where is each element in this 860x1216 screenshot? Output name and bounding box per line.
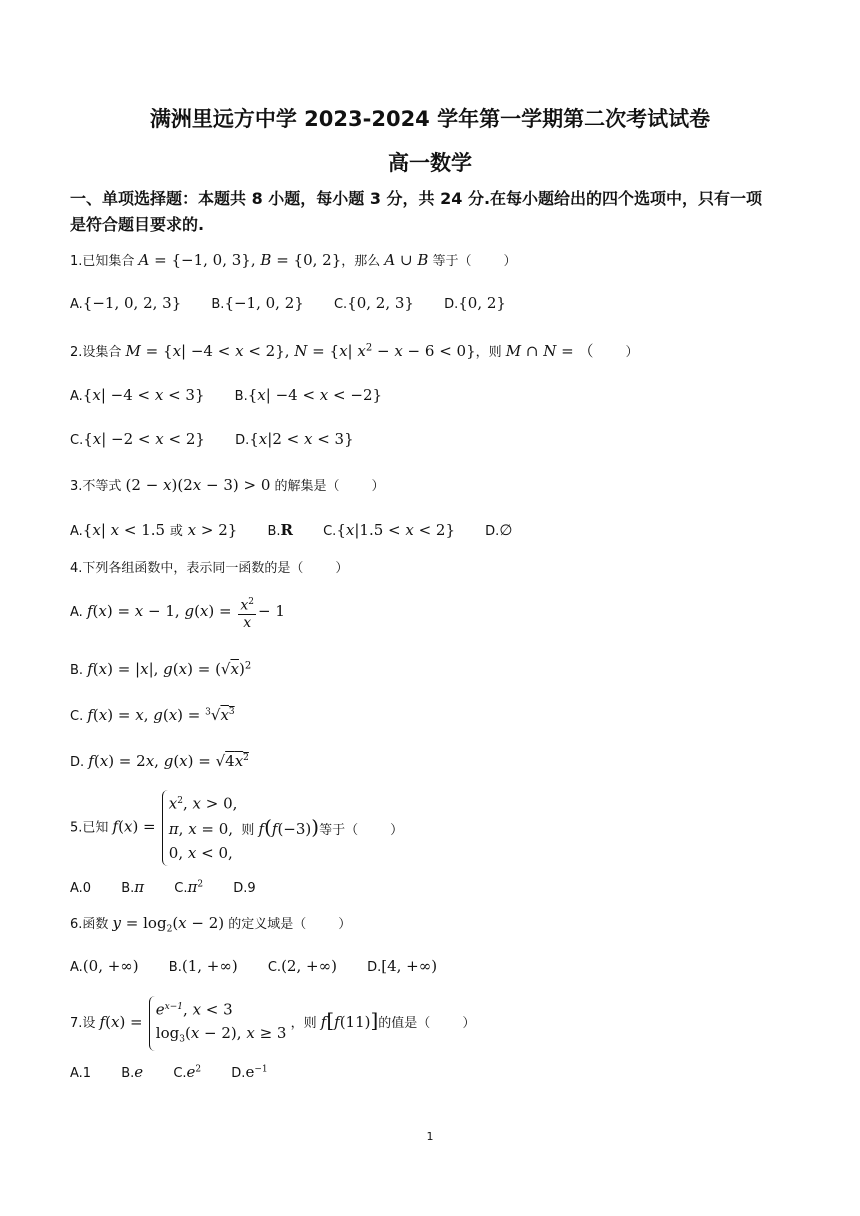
question-4-option-a: A. f(x) = x − 1, g(x) = $\frac{x^2}{x}$ − 1 bbox=[70, 594, 285, 631]
question-6-options: A.(0, +∞) B.(1, +∞) C.(2, +∞) D.[4, +∞) bbox=[70, 957, 438, 975]
question-4-option-b: B. f(x) = |x|, $g(x) = (√x)^2$ bbox=[70, 660, 252, 678]
question-2-options-cd: C.{x| −2 < x < 2} D.{x|2 < x < 3} bbox=[70, 430, 354, 448]
question-7: 7.设 f(x) = $e^{x-1}$, x < 3 $\log_3(x - 2)$, x ≥ 3 ，则 f[f(11)]的值是（ ） bbox=[70, 996, 475, 1051]
question-4-option-d: D. f(x) = 2x, $g(x) = √4x^2$ bbox=[70, 752, 249, 770]
question-3: 3.不等式 (2 − x)(2x − 3) > 0 的解集是（ ） bbox=[70, 476, 385, 494]
exam-subject: 高一数学 bbox=[388, 151, 472, 175]
question-2: 2.设集合 M = {x| −4 < x < 2}, N = {x| $x^2 - x - 6 < 0$}，则 M ∩ N = （ ） bbox=[70, 342, 639, 360]
exam-title: 满洲里远方中学 2023-2024 学年第一学期第二次考试试卷 bbox=[149, 107, 711, 131]
question-3-options: A.{x| x < 1.5 或 x > 2} B.R C.{x|1.5 < x < 2} D.∅ bbox=[70, 521, 513, 539]
question-4: 4.下列各组函数中，表示同一函数的是（ ） bbox=[70, 561, 349, 576]
piecewise-function-5: $x^2$, x > 0, π, x = 0, 则 f(f(−3))等于（ ） 0, x < 0, bbox=[162, 790, 403, 866]
section-heading-line1: 一、单项选择题：本题共 8 小题，每小题 3 分，共 24 分.在每小题给出的四个选项中，只有一项 bbox=[70, 189, 763, 208]
page-number: 1 bbox=[426, 1130, 434, 1143]
question-5: 5.已知 f(x) = $x^2$, x > 0, π, x = 0, 则 f(f(−3))等于（ ） 0, x < 0, bbox=[70, 790, 403, 866]
question-6: 6.函数 $y = \log_2(x - 2)$ 的定义域是（ ） bbox=[70, 914, 352, 935]
piecewise-function-7: $e^{x-1}$, x < 3 $\log_3(x - 2)$, x ≥ 3 bbox=[149, 996, 287, 1051]
question-5-options: A.0 B.π $C.\pi^2$ D.9 bbox=[70, 878, 256, 896]
section-heading-line2: 是符合题目要求的. bbox=[70, 215, 205, 234]
question-7-options: A.1 B.e $C.e^2$ $D.e^{-1}$ bbox=[70, 1063, 268, 1081]
question-4-option-c: C. f(x) = x, $g(x) = ^3√x^3$ bbox=[70, 706, 235, 724]
question-1: 1.已知集合 A = {−1, 0, 3}, B = {0, 2}，那么 A ∪ B 等于（ ） bbox=[70, 251, 517, 269]
question-2-options-ab: A.{x| −4 < x < 3} B.{x| −4 < x < −2} bbox=[70, 386, 383, 404]
question-1-options: A.{−1, 0, 2, 3} B.{−1, 0, 2} C.{0, 2, 3} D.{0, 2} bbox=[70, 294, 506, 312]
